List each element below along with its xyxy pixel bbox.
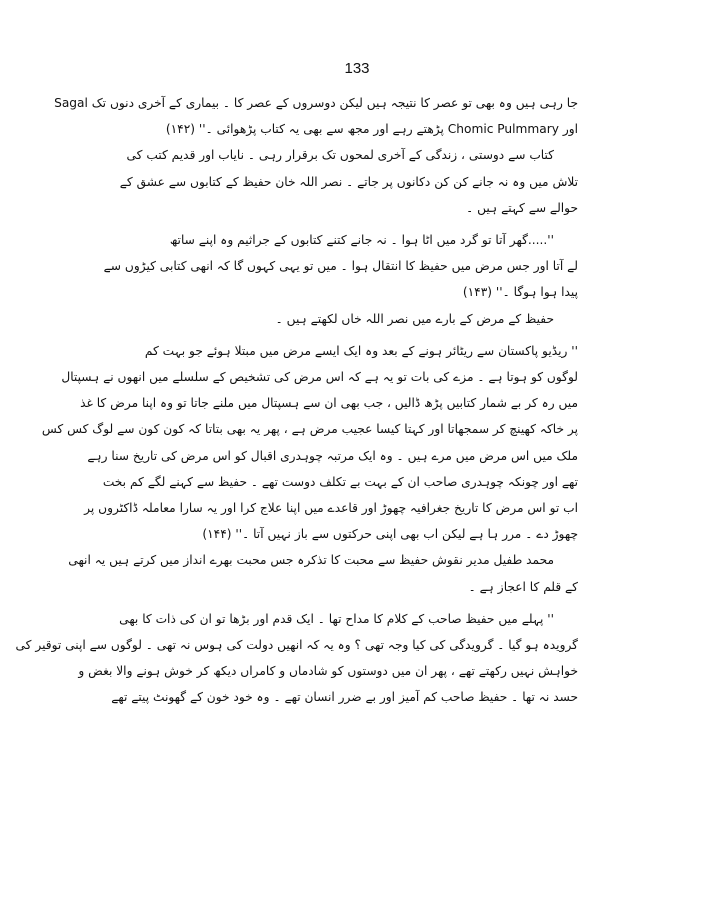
quote-line: گرویدہ ہو گیا ۔ گرویدگی کی کیا وجہ تھی ؟ وہ یہ کہ انھیں دولت کی ہوس نہ تھی ۔ لوگوں سے اپنی توقیر کی	[15, 638, 578, 653]
quote-line: چھوڑ دے ۔ مرر ہا ہے لیکن اب بھی اپنی حرکتوں سے باز نہیں آتا ۔'' (۱۴۴)	[202, 527, 578, 542]
quote-line: '' پہلے میں حفیظ صاحب کے کلام کا مداح تھا ۔ ایک قدم اور بڑھا تو ان کی ذات کا بھی	[119, 611, 554, 626]
text-line: کے قلم کا اعجاز ہے ۔	[468, 579, 578, 594]
quote-line: پیدا ہوا ہوگا ۔'' (۱۴۳)	[462, 285, 578, 300]
text-line: کتاب سے دوستی ، زندگی کے آخری لمحوں تک برقرار رہی ۔ نایاب اور قدیم کتب کی	[126, 148, 554, 163]
quote-line: تھے اور چونکہ چوہدری صاحب ان کے بہت بے تکلف دوست تھے ۔ حفیظ سے کہنے لگے کم بخت	[102, 474, 578, 489]
quote-line: اب تو اس مرض کا تاریخ جغرافیہ چھوڑ اور قاعدے میں اپنا علاج کرا اور یہ سارا معاملہ ڈاکٹروں پر	[84, 501, 578, 516]
text-line: اور Chomic Pulmmary پڑھتے رہے اور مجھ سے بھی یہ کتاب پڑھوائی ۔'' (۱۴۲)	[165, 122, 578, 137]
quote-line: خواہش نہیں رکھتے تھے ، پھر ان میں دوستوں کو شادماں و کامراں دیکھ کر خوش ہونے والا بغض و	[78, 664, 578, 679]
quote-line: حسد نہ تھا ۔ حفیظ صاحب کم آمیز اور بے ضرر انسان تھے ۔ وہ خود خون کے گھونٹ پیتے تھے	[111, 690, 578, 705]
quote-line: ''.....گھر آتا تو گرد میں اٹا ہوا ۔ نہ جانے کتنے کتابوں کے جراثیم وہ اپنے ساتھ	[169, 233, 554, 248]
quote-line: لوگوں کو ہوتا ہے ۔ مزے کی بات تو یہ ہے کہ اس مرض کی تشخیص کے سلسلے میں انھوں نے ہسپتال	[61, 370, 578, 385]
text-line: محمد طفیل مدیر نقوش حفیظ سے محبت کا تذکرہ جس محبت بھرے انداز میں کرتے ہیں یہ انھی	[68, 553, 554, 568]
body-text	[15, 90, 578, 711]
text-line: حوالے سے کہتے ہیں ۔	[466, 200, 578, 215]
quote-line: ملک میں اس مرض میں مرے ہیں ۔ وہ ایک مرتبہ چوہدری اقبال کو اس مرض کی تاریخ سنا رہے	[87, 448, 578, 463]
text-line: تلاش میں وہ نہ جانے کن کن دکانوں پر جاتے ۔ نصر اللہ خان حفیظ کے کتابوں سے عشق کے	[119, 174, 578, 189]
quote-line: '' ریڈیو پاکستان سے ریٹائر ہونے کے بعد وہ ایک ایسے مرض میں مبتلا ہوئے جو بہت کم	[144, 343, 578, 358]
text-line: جا رہی ہیں وہ بھی تو عصر کا نتیجہ ہیں لیکن دوسروں کے عصر کا ۔ بیماری کے آخری دنوں تک Sagal	[54, 96, 578, 110]
page-number: 133	[344, 60, 370, 77]
quote-line: لے آتا اور جس مرض میں حفیظ کا انتقال ہوا ۔ میں تو یہی کہوں گا کہ انھی کتابی کیڑوں سے	[103, 259, 578, 274]
quote-line: پر خاکہ کھینچ کر سمجھاتا اور کہتا کیسا عجیب مرض ہے ، پھر یہ بھی بتاتا کہ کون کون سے لوگ کس کس	[41, 422, 578, 437]
quote-line: میں رہ کر بے شمار کتابیں پڑھ ڈالیں ، جب بھی ان سے ہسپتال میں ملنے جاتا تو وہ اپنا مرض کا غذ	[80, 396, 578, 411]
text-line: حفیظ کے مرض کے بارے میں نصر اللہ خاں لکھتے ہیں ۔	[275, 311, 554, 326]
